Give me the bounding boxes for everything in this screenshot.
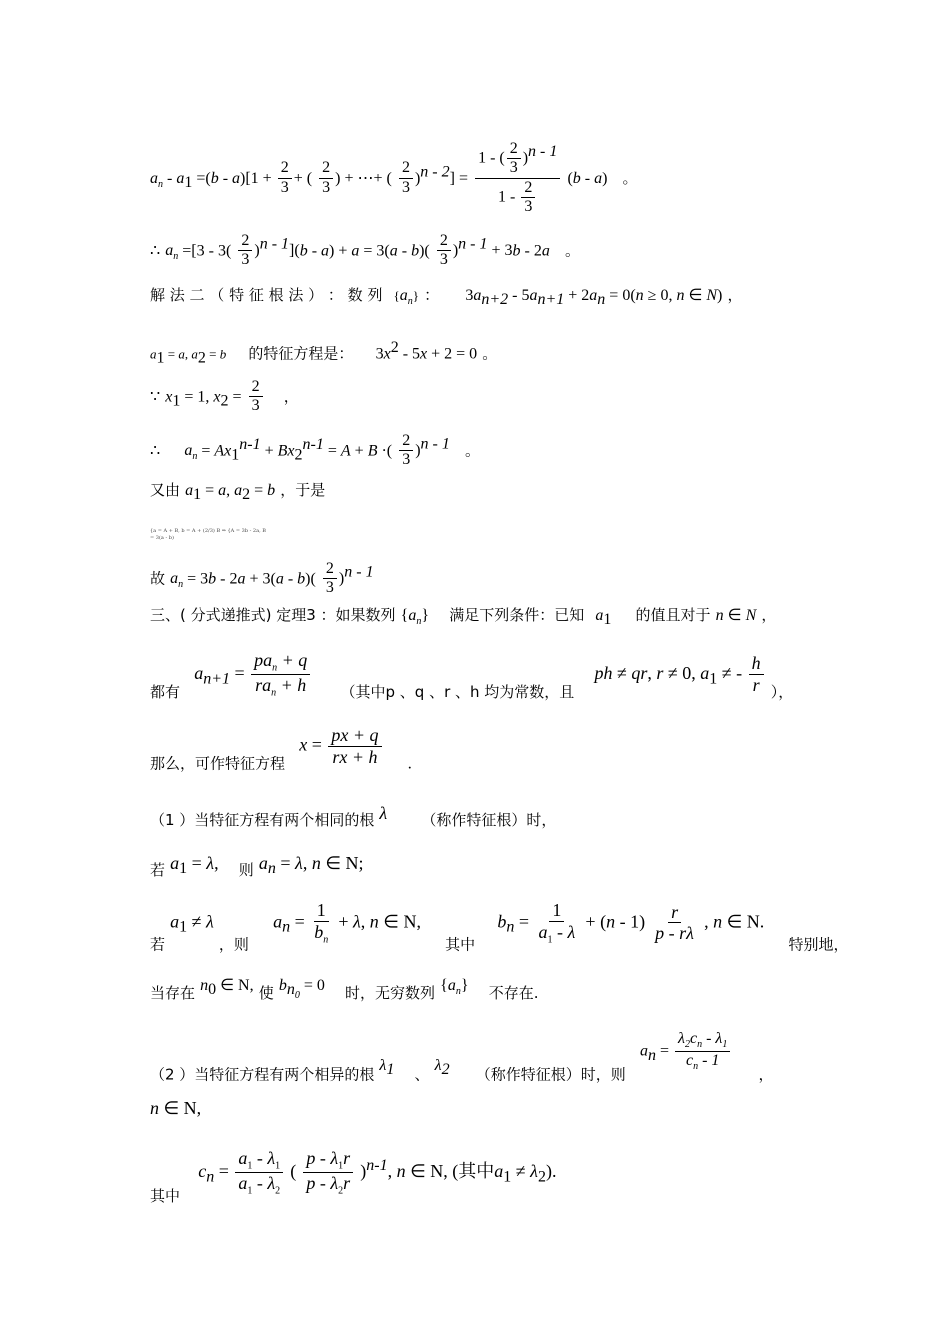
char-eq-label: 的特征方程是： [248, 344, 354, 363]
case-1-line: （1 ）当特征方程有两个相同的根 λ （称作特征根）时， [150, 803, 557, 829]
comma: ， [727, 286, 743, 304]
paren-close: ）， [770, 683, 794, 702]
theorem-condition-text: 满足下列条件：已知 [449, 606, 585, 624]
ruo-label: 若 [150, 861, 166, 879]
theorem-value-text: 的值且对于 [635, 606, 711, 624]
case-1a-line: 若 $a_1 = \lambda$, 则 $a_n = \lambda$, n ∈ N; [150, 853, 364, 879]
colon: ： [424, 286, 440, 304]
case-1-tail: （称作特征根）时， [421, 811, 557, 829]
n-in-N-line: n ∈ N, [150, 1098, 202, 1118]
char-equation-fraction-line: 那么，可作特征方程 x = $\frac{px + q}{rx + h}$ . [150, 725, 412, 773]
period: . [407, 755, 412, 773]
line4-end: 。 [482, 344, 498, 363]
youyou-label: 又由 [150, 481, 181, 499]
tebie-label: 特别地， [788, 935, 849, 954]
ze-label: ，则 [218, 935, 249, 954]
ze-label: 则 [238, 861, 254, 879]
initial-values-line: 又由 $a_1 = a$, $a_2 = b$ ，于是 [150, 481, 326, 504]
name-label: 那么，可作特征方程 [150, 754, 286, 773]
douyou-label: 都有 [150, 683, 181, 702]
theorem-3-heading: 三、( 分式递推式) 定理3 ：如果数列 [150, 606, 396, 624]
yushi-label: ，于是 [280, 481, 326, 499]
ruo-label: 若 [150, 935, 166, 954]
equation-line-2: ∴ $a_n =[3 - 3$( $\frac{2}{3}$ )$^{n - 1}$](b - a) + a = 3(a - b)( $\frac{2}{3}$ )$^{n - 1}$ + 3b - 2a 。 [150, 232, 580, 269]
general-form-line: ∴ $a_n = Ax_1^{n-1} + Bx_2^{n-1} = A + B$ ·( $\frac{2}{3}$ )$^{n - 1}$ 。 [150, 432, 480, 469]
characteristic-equation-line: $a_1 = a$, $a_2 = b$ 的特征方程是： $3x^2 - 5x + 2 = 0$ 。 [150, 339, 498, 367]
case-2-line: （2 ）当特征方程有两个相异的根 $\lambda_1$ 、 $\lambda_2$ （称作特征根）时，则 $a_n$ = $\frac{\lambda_2c_n - \lambda_1}{c_n - 1}$ ， [150, 1030, 774, 1084]
comma: ， [758, 1065, 774, 1084]
solution-two-label: 解 法 二 （ 特 征 根 法 ） ： 数 列 [150, 286, 383, 304]
because-symbol: ∵ [150, 388, 161, 406]
solution-two-line: 解 法 二 （ 特 征 根 法 ） ： 数 列 $\{a_n\}$ ： $3a_{n+2} - 5a_{n+1} + 2a_n = 0(n \ge 0$, n ∈ N) ， [150, 286, 743, 309]
shi-tail: 时，无穷数列 [345, 984, 436, 1002]
result-line: 故 $a_n = 3b - 2a + 3(a - b)$( $\frac{2}{3}$ )$^{n - 1}$ [150, 560, 374, 597]
roots-line: ∵ $x_1 = 1$, $x_2$ = $\frac{2}{3}$ ， [150, 378, 299, 415]
case-1-label: （1 ）当特征方程有两个相同的根 [150, 811, 375, 829]
case-1b-line: 若 $a_1 \ne \lambda$ ，则 $a_n$ = $\frac{1}{b_n}$ + λ, n ∈ N, 其中 $b_n$ = $\frac{1}{a_1 - \lambda}$ + (n - 1) $\frac{r}{p - r\lambda}$ , n ∈ N. 特别地， [150, 900, 849, 954]
qizhong-label: 其中 [445, 935, 476, 954]
equation-line-1: $a_n - a_1 =(b - a)[1$ + $\frac{2}{3}$ + ( $\frac{2}{3}$ ) + ⋯+ ( $\frac{2}{3}$ )$^{n - 2}$] = 1 - ( $\frac{2}{3}$ )$^{n - 1}$ 1 - $\frac{2}{3}$ (b - a) 。 [150, 140, 638, 216]
constants-condition: （其中p 、q 、r 、h 均为常数，且 [340, 683, 575, 702]
comma: ， [761, 606, 777, 624]
case-2-tail: （称作特征根）时，则 [475, 1065, 626, 1084]
recursion-line: 都有 $a_{n+1}$ = $\frac{pa_n + q}{ra_n + h}$ （其中p 、q 、r 、h 均为常数，且 ph ≠ qr, r ≠ 0, $a_1$ ≠ - $\frac{h}{r}$ ）， [150, 650, 794, 702]
shi-label: 使 [258, 984, 274, 1002]
case-2-label: （2 ）当特征方程有两个相异的根 [150, 1065, 375, 1084]
cn-formula-line: 其中 $c_n$ = $\frac{a_1 - \lambda_1}{a_1 - \lambda_2}$ ( $\frac{p - \lambda_1r}{p - \lambda_2r}$ )$^{n-1}$, n ∈ N, (其中$a_1 \ne \lambda_2$). [150, 1148, 557, 1206]
system-solution-tiny: {a = A + B, b = A + (2/3) B ⇒ {A = 3b - 2a, B = 3(a - b) [150, 528, 266, 541]
gu-label: 故 [150, 569, 166, 588]
comma: ， [283, 387, 299, 406]
dunhao: 、 [414, 1065, 430, 1084]
bucunzai-label: 不存在. [488, 984, 539, 1002]
line1-end: 。 [622, 168, 638, 187]
dangcunzai-label: 当存在 [150, 984, 196, 1002]
line2-end: 。 [564, 241, 580, 260]
qizhong-label: 其中 [150, 1187, 181, 1206]
therefore-symbol: ∴ [150, 442, 161, 460]
line6-end: 。 [464, 441, 480, 460]
nonexistence-line: 当存在 $n_0$ ∈ N, 使 $b_{n_0} = 0$ 时，无穷数列 $\{a_n\}$ 不存在. [150, 977, 539, 1002]
therefore-symbol: ∴ [150, 242, 161, 260]
theorem-3-line: 三、( 分式递推式) 定理3 ：如果数列 $\{a_n\}$ 满足下列条件：已知 $a_1$ 的值且对于 n ∈ N ， [150, 606, 777, 629]
